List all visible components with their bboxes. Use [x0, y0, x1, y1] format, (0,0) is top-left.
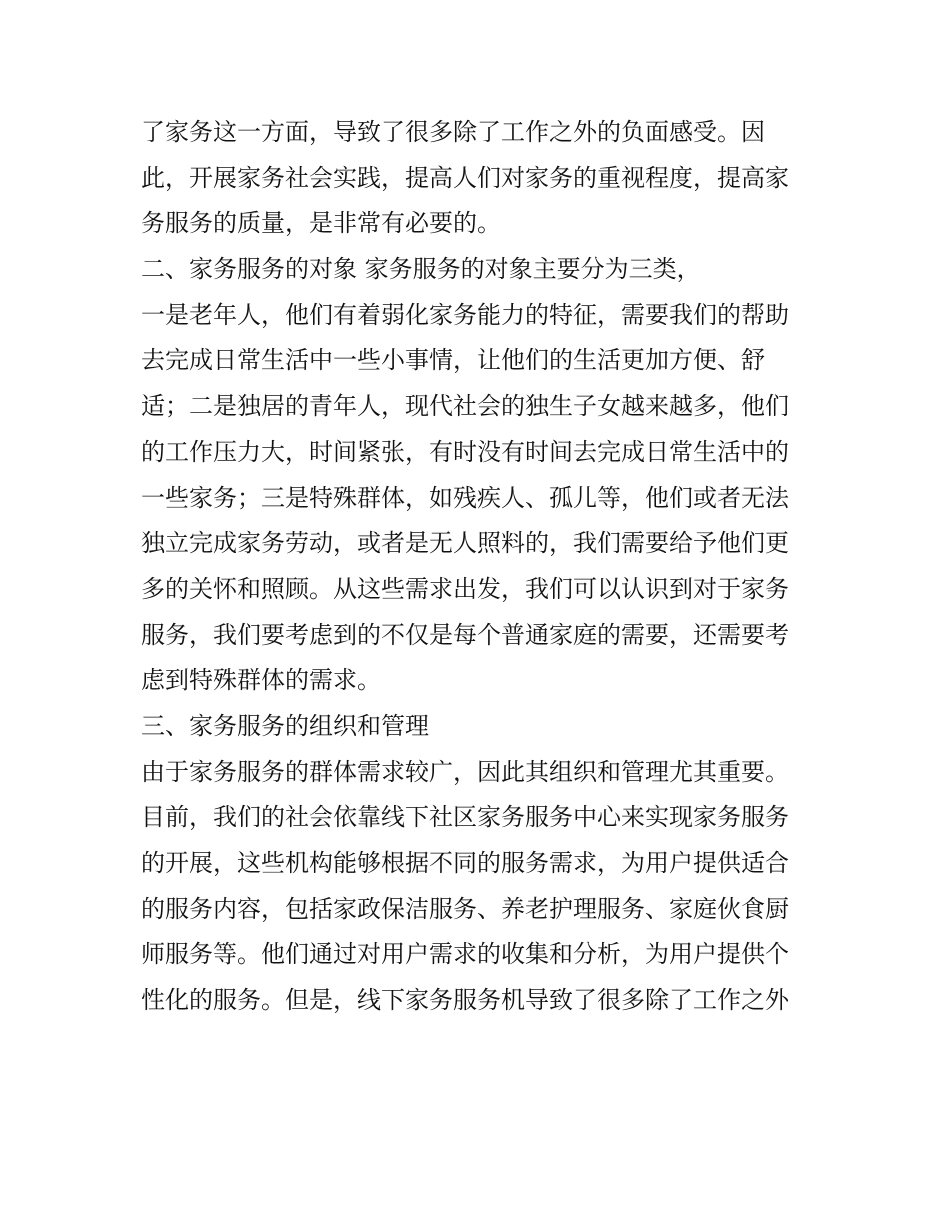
text-line: 的开展，这些机构能够根据不同的服务需求，为用户提供适合: [141, 849, 789, 877]
text-line: 了家务这一方面，导致了很多除了工作之外的负面感受。因: [141, 118, 765, 146]
text-line: 独立完成家务劳动，或者是无人照料的，我们需要给予他们更: [141, 529, 789, 558]
text-line: 的工作压力大，时间紧张，有时没有时间去完成日常生活中的: [141, 437, 789, 466]
text-line: 一些家务；三是特殊群体，如残疾人、孤儿等，他们或者无法: [141, 483, 789, 512]
text-line: 师服务等。他们通过对用户需求的收集和分析，为用户提供个: [141, 940, 789, 969]
body-text: [141, 110, 821, 1024]
text-line: 适；二是独居的青年人，现代社会的独生子女越来越多，他们: [141, 392, 789, 421]
text-line: 多的关怀和照顾。从这些需求出发，我们可以认识到对于家务: [141, 574, 789, 603]
text-line: 务服务的质量，是非常有必要的。: [141, 209, 501, 238]
section-heading: 三、家务服务的组织和管理: [141, 711, 429, 740]
text-line: 服务，我们要考虑到的不仅是每个普通家庭的需要，还需要考: [141, 620, 789, 649]
text-line: 的服务内容，包括家政保洁服务、养老护理服务、家庭伙食厨: [141, 894, 789, 923]
text-line: 一是老年人，他们有着弱化家务能力的特征，需要我们的帮助: [141, 300, 789, 329]
text-line: 由于家务服务的群体需求较广，因此其组织和管理尤其重要。: [141, 757, 789, 786]
text-line: 去完成日常生活中一些小事情，让他们的生活更加方便、舒: [141, 346, 765, 375]
text-line: 此，开展家务社会实践，提高人们对家务的重视程度，提高家: [141, 163, 789, 192]
text-line: 性化的服务。但是，线下家务服务机导致了很多除了工作之外: [141, 986, 789, 1015]
section-heading-line: 二、家务服务的对象 家务服务的对象主要分为三类，: [141, 255, 701, 284]
text-line: 虑到特殊群体的需求。: [141, 666, 381, 695]
text-line: 目前，我们的社会依靠线下社区家务服务中心来实现家务服务: [141, 803, 789, 832]
